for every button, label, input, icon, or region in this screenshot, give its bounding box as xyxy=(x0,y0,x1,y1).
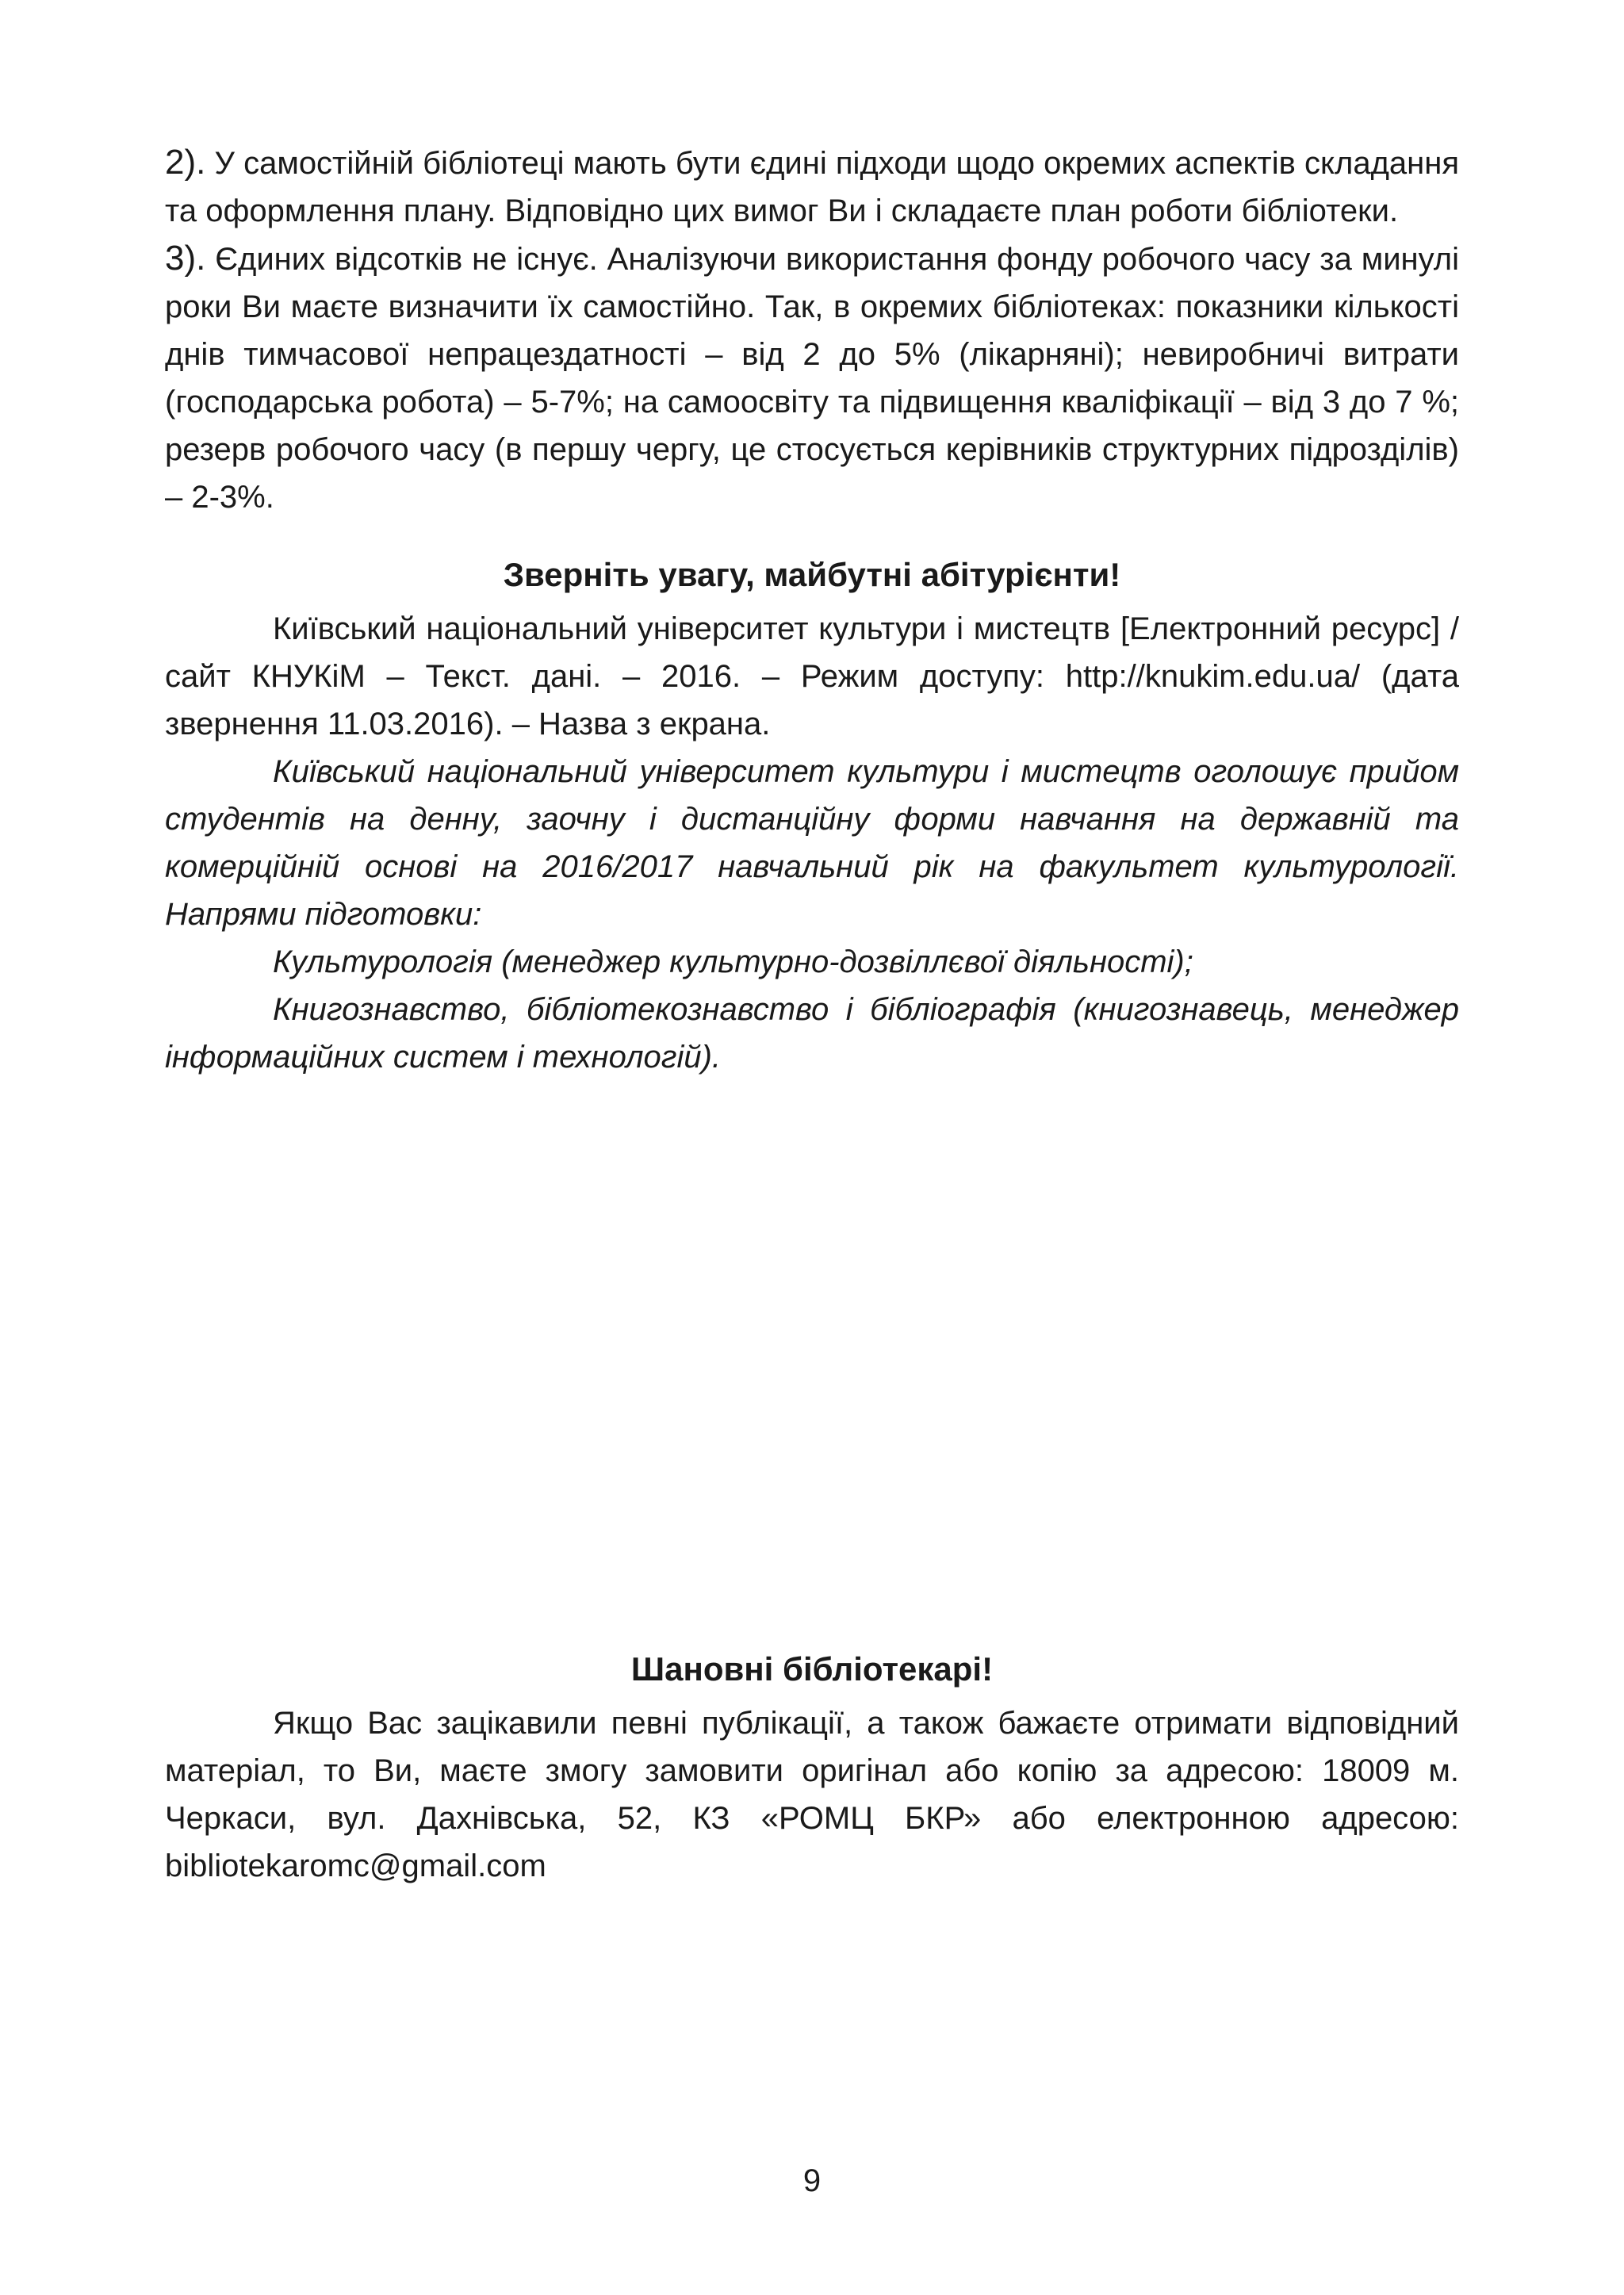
announcement-paragraph: Київський національний університет культури і мистецтв оголошує прийом студентів на денну, заочну і дистанційну форми навчання на державній та комерційній основі на 2016/2017 навчальний рік на факультет культурології. Напрями підготовки: xyxy=(165,754,1459,932)
librarians-block xyxy=(165,1699,1459,1890)
section-heading-librarians: Шановні бібліотекарі! xyxy=(630,1650,994,1688)
paragraph-point-3 xyxy=(165,235,1459,521)
point-text: Єдиних відсотків не існує. Аналізуючи використання фонду робочого часу за минулі роки Ви маєте визначити їх самостійно. Так, в окремих бібліотеках: показники кількості днів тимчасової непрацездатності – від 2 до 5% (лікарняні); невиробничі витрати (господарська робота) – 5-7%; на самоосвіту та підвищення кваліфікації – від 3 до 7 %; резерв робочого часу (в першу чергу, це стосується керівників структурних підрозділів) – 2-3%. xyxy=(165,242,1459,515)
page-content xyxy=(165,139,1459,1081)
contact-paragraph: Якщо Вас зацікавили певні публікації, а також бажаєте отримати відповідний матеріал, то Ви, маєте змогу замовити оригінал або копію за адресою: 18009 м. Черкаси, вул. Дахнівська, 52, КЗ «РОМЦ БКР» або електронною адресою: bibliotekaromc@gmail.com xyxy=(165,1706,1459,1883)
paragraph-point-2 xyxy=(165,139,1459,235)
direction-item: Культурологія (менеджер культурно-дозвіллєвої діяльності); xyxy=(273,944,1193,979)
point-text: У самостійній бібліотеці мають бути єдині підходи щодо окремих аспектів складання та оформлення плану. Відповідно цих вимог Ви і складаєте план роботи бібліотеки. xyxy=(165,146,1459,228)
direction-item: Книгознавство, бібліотекознавство і бібліографія (книгознавець, менеджер інформаційних систем і технологій). xyxy=(165,992,1459,1075)
section-heading-applicants: Зверніть увагу, майбутні абітурієнти! xyxy=(503,556,1121,593)
page-number: 9 xyxy=(802,2163,822,2198)
point-number: 2). xyxy=(165,143,206,182)
point-number: 3). xyxy=(165,239,206,278)
citation-paragraph: Київський національний університет культури і мистецтв [Електронний ресурс] / сайт КНУКіМ – Текст. дані. – 2016. – Режим доступу: http://knukim.edu.ua/ (дата звернення 11.03.2016). – Назва з екрана. xyxy=(165,611,1459,741)
